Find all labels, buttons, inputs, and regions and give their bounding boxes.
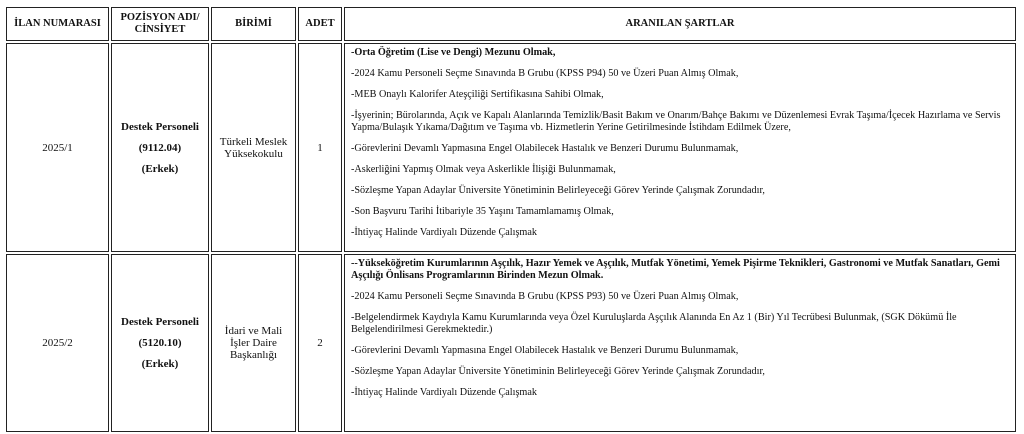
requirements-cell (344, 254, 1016, 432)
count: 2 (298, 254, 342, 432)
requirement-item: -İhtiyaç Halinde Vardiyalı Düzende Çalışmak (351, 227, 537, 238)
header-ilan: İLAN NUMARASI (6, 7, 109, 41)
job-listing-table (4, 5, 1018, 434)
position-name: Destek Personeli (121, 316, 199, 328)
position-gender: (Erkek) (141, 162, 179, 175)
ilan-number: 2025/1 (6, 43, 109, 252)
requirement-item: -İhtiyaç Halinde Vardiyalı Düzende Çalışmak (351, 387, 537, 398)
position-code: (5120.10) (138, 337, 182, 349)
requirement-item: -Sözleşme Yapan Adaylar Üniversite Yönetiminin Belirleyeceği Görev Yerinde Çalışmak Zorundadır, (351, 366, 765, 377)
requirement-item: --Yükseköğretim Kurumlarının Aşçılık, Hazır Yemek ve Aşçılık, Mutfak Yönetimi, Yemek Pişirme Teknikleri, Gastronomi ve Mutfak Sanatları, Gemi Aşçılığı Önlisans Programlarının Birinden Mezun Olmak. (351, 258, 1000, 281)
header-birim: BİRİMİ (211, 7, 296, 41)
position-code: (9112.04) (138, 141, 182, 154)
unit-name: İdari ve Mali İşler Daire Başkanlığı (211, 254, 296, 432)
requirement-item: -Orta Öğretim (Lise ve Dengi) Mezunu Olmak, (351, 47, 556, 58)
requirement-item: -Görevlerini Devamlı Yapmasına Engel Olabilecek Hastalık ve Benzeri Durumu Bulunmamak, (351, 143, 739, 154)
requirement-item: -Sözleşme Yapan Adaylar Üniversite Yönetiminin Belirleyeceği Görev Yerinde Çalışmak Zorundadır, (351, 185, 765, 196)
count: 1 (298, 43, 342, 252)
table-row (6, 254, 1016, 432)
position-gender: (Erkek) (141, 358, 179, 370)
requirement-item: -Askerliğini Yapmış Olmak veya Askerlikle İlişiği Bulunmamak, (351, 164, 616, 175)
requirement-item: -Son Başvuru Tarihi İtibariyle 35 Yaşını Tamamlamamış Olmak, (351, 206, 614, 217)
header-adet: ADET (298, 7, 342, 41)
requirement-item: -2024 Kamu Personeli Seçme Sınavında B Grubu (KPSS P94) 50 ve Üzeri Puan Almış Olmak, (351, 68, 739, 79)
header-sartlar: ARANILAN ŞARTLAR (344, 7, 1016, 41)
requirement-item: -2024 Kamu Personeli Seçme Sınavında B Grubu (KPSS P93) 50 ve Üzeri Puan Almış Olmak, (351, 291, 739, 302)
position-cell (111, 254, 209, 432)
position-name: Destek Personeli (121, 120, 199, 133)
requirement-item: -Görevlerini Devamlı Yapmasına Engel Olabilecek Hastalık ve Benzeri Durumu Bulunmamak, (351, 345, 739, 356)
requirement-item: -İşyerinin; Bürolarında, Açık ve Kapalı Alanlarında Temizlik/Basit Bakım ve Onarım/Bahçe Bakımı ve Düzenlemesi Evrak Taşıma/İçecek Hazırlama ve Servis Yapma/Bulaşık Yıkama/Dağıtım ve Taşıma vb. Hizmetlerin Yerine Getirilmesinde İstihdam Edilmek Üzere, (351, 110, 1001, 133)
ilan-number: 2025/2 (6, 254, 109, 432)
header-pozisyon: POZİSYON ADI/ CİNSİYET (111, 7, 209, 41)
requirements-cell (344, 43, 1016, 252)
table-row (6, 43, 1016, 252)
requirement-item: -Belgelendirmek Kaydıyla Kamu Kurumlarında veya Özel Kuruluşlarda Aşçılık Alanında En Az 1 (Bir) Yıl Tecrübesi Bulunmak, (SGK Dökümü İle Belgelendirilmesi Gerekmektedir.) (351, 312, 957, 335)
unit-name: Türkeli Meslek Yüksekokulu (211, 43, 296, 252)
position-cell (111, 43, 209, 252)
header-row (6, 7, 1016, 41)
requirement-item: -MEB Onaylı Kalorifer Ateşçiliği Sertifikasına Sahibi Olmak, (351, 89, 604, 100)
